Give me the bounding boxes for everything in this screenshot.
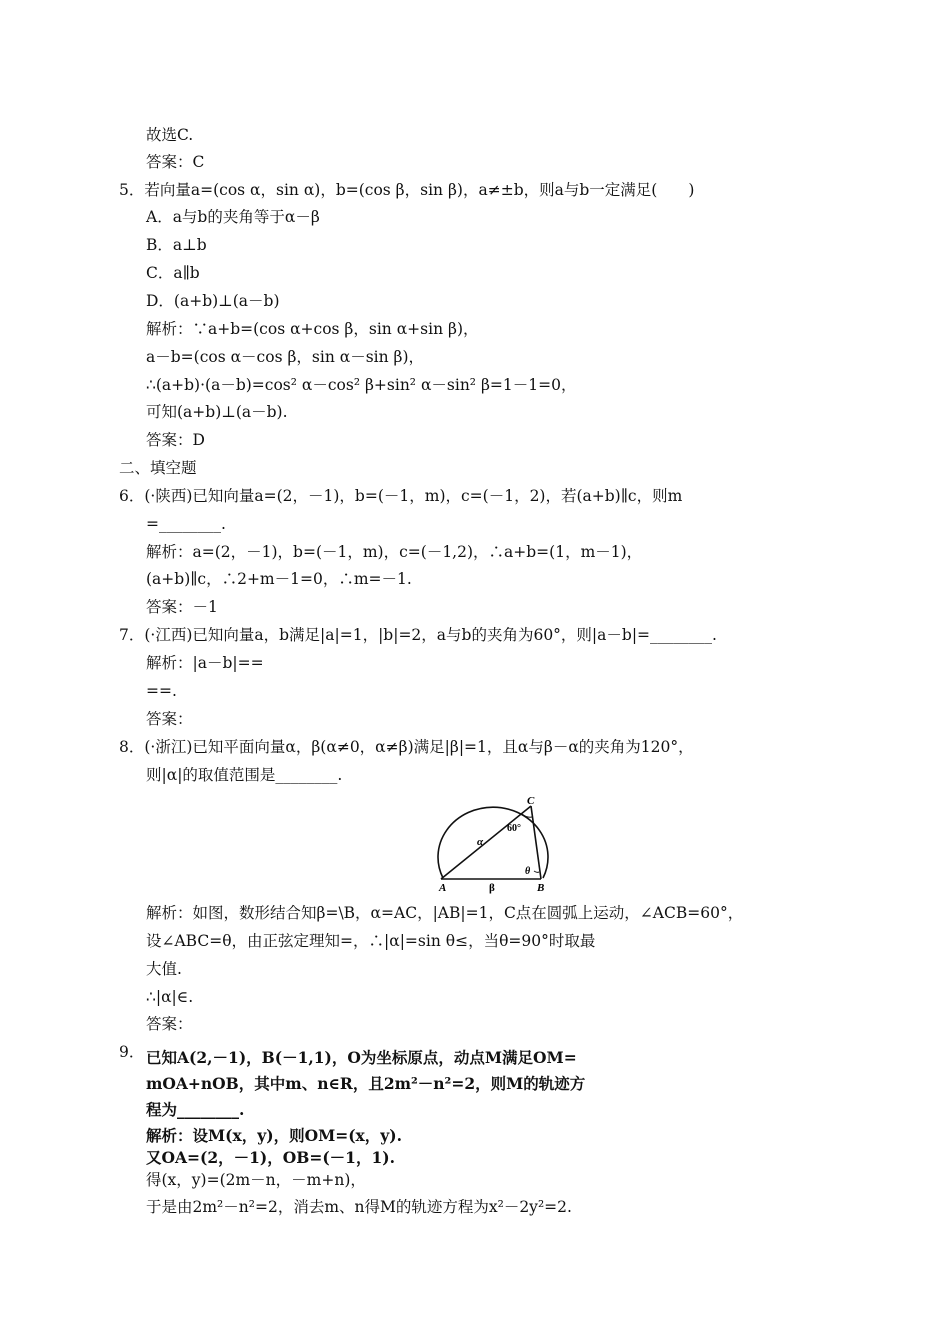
solution-line: 大值. xyxy=(146,960,182,978)
solution-line: 解析：如图，数形结合知β=\B，α=AC，|AB|=1，C点在圆弧上运动，∠ACB=60°， xyxy=(146,904,744,922)
label-alpha: α xyxy=(477,836,484,848)
answer-line: 答案：C xyxy=(146,153,205,171)
answer-line: 答案：－1 xyxy=(146,598,218,616)
solution-line: ∴(a+b)·(a－b)=cos² α－cos² β+sin² α－sin² β=1－1=0， xyxy=(146,376,577,394)
question-9-number: 9． xyxy=(119,1043,145,1061)
question-9-solution: 又OA=(2，－1)，OB=(－1，1). xyxy=(146,1148,395,1167)
option-d: D．(a+b)⊥(a－b) xyxy=(146,292,280,310)
question-9-line: 程为________. xyxy=(146,1100,245,1119)
solution-line: 设∠ABC=θ，由正弦定理知=，∴|α|=sin θ≤，当θ=90°时取最 xyxy=(146,932,596,950)
solution-line: 解析：|a－b|== xyxy=(146,654,264,672)
solution-line: 可知(a+b)⊥(a－b). xyxy=(146,403,288,421)
question-9-solution: 得(x，y)=(2m－n，－m+n)， xyxy=(146,1171,366,1189)
question-9 xyxy=(119,1042,819,1192)
label-c: C xyxy=(527,795,535,807)
section-heading: 二、填空题 xyxy=(119,459,197,477)
label-a: A xyxy=(439,882,447,894)
label-angle: 60° xyxy=(507,823,521,834)
question-9-line: 已知A(2,－1)，B(－1,1)，O为坐标原点，动点M满足OM= xyxy=(146,1048,577,1067)
question-6: 6．(·陕西)已知向量a=(2，－1)，b=(－1，m)，c=(－1，2)，若(a+b)∥c，则m xyxy=(119,487,683,505)
solution-line: 于是由2m²－n²=2，消去m、n得M的轨迹方程为x²－2y²=2. xyxy=(146,1198,572,1216)
question-5: 5．若向量a=(cos α，sin α)，b=(cos β，sin β)，a≠±b，则a与b一定满足( ) xyxy=(119,181,695,199)
text-line: 故选C. xyxy=(146,126,194,144)
question-9-line: mOA+nOB，其中m、n∈R，且2m²－n²=2，则M的轨迹方 xyxy=(146,1074,586,1093)
label-beta: β xyxy=(489,882,495,894)
answer-line: 答案： xyxy=(146,710,193,728)
label-b: B xyxy=(537,882,545,894)
solution-line: 解析：∵a+b=(cos α+cos β，sin α+sin β)， xyxy=(146,320,479,338)
solution-line: a－b=(cos α－cos β，sin α－sin β)， xyxy=(146,348,425,366)
solution-line: (a+b)∥c，∴2+m－1=0，∴m=－1. xyxy=(146,570,412,588)
solution-line: ==. xyxy=(146,682,177,700)
circle-diagram xyxy=(433,795,553,895)
question-8: 8．(·浙江)已知平面向量α，β(α≠0，α≠β)满足|β|=1，且α与β－α的夹角为120°， xyxy=(119,738,694,756)
option-c: C．a∥b xyxy=(146,264,200,282)
question-9-solution: 解析：设M(x，y)，则OM=(x，y). xyxy=(146,1126,403,1145)
option-a: A．a与b的夹角等于α－β xyxy=(146,208,320,226)
answer-line: 答案： xyxy=(146,1015,193,1033)
answer-line: 答案：D xyxy=(146,431,205,449)
label-theta: θ xyxy=(525,866,531,877)
question-6-blank: =________. xyxy=(146,515,226,533)
question-8-blank: 则|α|的取值范围是________. xyxy=(146,766,343,784)
solution-line: 解析：a=(2，－1)，b=(－1，m)，c=(－1,2)，∴a+b=(1，m－1)， xyxy=(146,543,643,561)
solution-line: ∴|α|∈. xyxy=(146,988,194,1006)
question-7: 7．(·江西)已知向量a，b满足|a|=1，|b|=2，a与b的夹角为60°，则|a－b|=________. xyxy=(119,626,717,644)
option-b: B．a⊥b xyxy=(146,236,207,254)
